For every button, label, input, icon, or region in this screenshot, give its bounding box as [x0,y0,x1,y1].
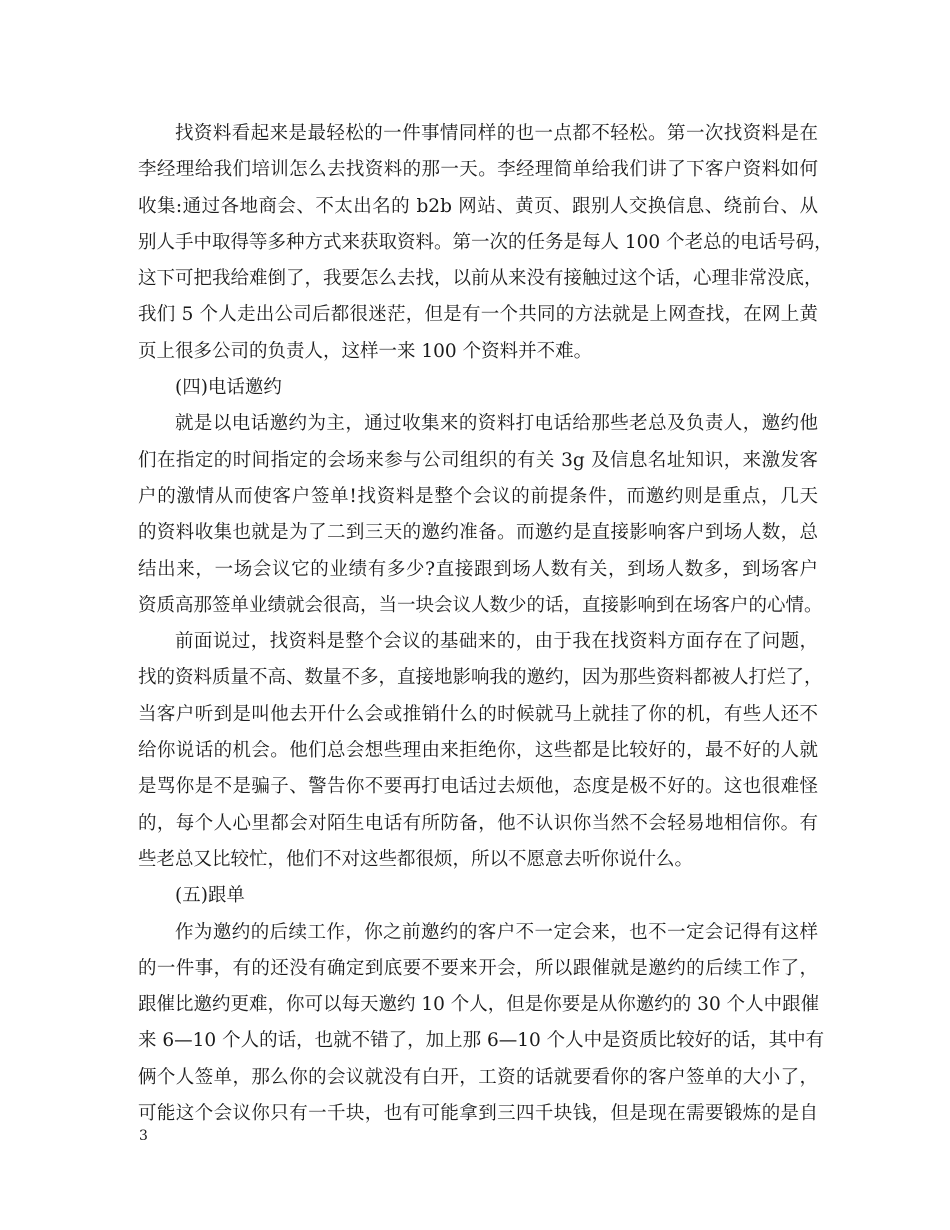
paragraph-line: 找的资料质量不高、数量不多，直接地影响我的邀约，因为那些资料都被人打烂了， [138,667,823,689]
paragraph-line: 资质高那签单业绩就会很高，当一块会议人数少的话，直接影响到在场客户的心情。 [138,594,823,616]
paragraph-line: 户的激情从而使客户签单!找资料是整个会议的前提条件，而邀约则是重点，几天 [138,485,818,507]
section-heading: (四)电话邀约 [175,377,282,399]
paragraph-line: 是骂你是不是骗子、警告你不要再打电话过去烦他，态度是极不好的。这也很难怪 [138,776,818,798]
paragraph-line: 前面说过，找资料是整个会议的基础来的，由于我在找资料方面存在了问题， [175,631,818,653]
paragraph-line: 们在指定的时间指定的会场来参与公司组织的有关 3g 及信息名址知识，来激发客 [138,449,818,471]
paragraph-line: 来 6—10 个人的话，也就不错了，加上那 6—10 个人中是资质比较好的话，其中有 [138,1030,825,1052]
paragraph-line: 这下可把我给难倒了，我要怎么去找，以前从来没有接触过这个话，心理非常没底， [138,268,823,290]
paragraph-line: 的一件事，有的还没有确定到底要不要来开会，所以跟催就是邀约的后续工作了， [138,957,818,979]
paragraph-line: 当客户听到是叫他去开什么会或推销什么的时候就马上就挂了你的机，有些人还不 [138,703,818,725]
paragraph-line: 些老总又比较忙，他们不对这些都很烦，所以不愿意去听你说什么。 [138,848,694,870]
section-heading: (五)跟单 [175,885,245,907]
page-number: 3 [139,1128,148,1144]
paragraph-line: 跟催比邀约更难，你可以每天邀约 10 个人，但是你要是从你邀约的 30 个人中跟催 [138,994,820,1016]
paragraph-line: 可能这个会议你只有一千块，也有可能拿到三四千块钱，但是现在需要锻炼的是自 [138,1103,818,1125]
paragraph-line: 作为邀约的后续工作，你之前邀约的客户不一定会来，也不一定会记得有这样 [175,921,818,943]
paragraph-line: 收集:通过各地商会、不太出名的 b2b 网站、黄页、跟别人交换信息、绕前台、从 [138,195,818,217]
paragraph-line: 给你说话的机会。他们总会想些理由来拒绝你，这些都是比较好的，最不好的人就 [138,740,818,762]
body-text [138,116,833,1132]
paragraph-line: 页上很多公司的负责人，这样一来 100 个资料并不难。 [138,340,593,362]
paragraph-line: 的资料收集也就是为了二到三天的邀约准备。而邀约是直接影响客户到场人数，总 [138,522,818,544]
paragraph-line: 的，每个人心里都会对陌生电话有所防备，他不认识你当然不会轻易地相信你。有 [138,812,818,834]
paragraph-line: 结出来，一场会议它的业绩有多少?直接跟到场人数有关，到场人数多，到场客户 [138,558,818,580]
paragraph-line: 李经理给我们培训怎么去找资料的那一天。李经理简单给我们讲了下客户资料如何 [138,159,818,181]
paragraph-line: 俩个人签单，那么你的会议就没有白开，工资的话就要看你的客户签单的大小了， [138,1066,818,1088]
paragraph-line: 就是以电话邀约为主，通过收集来的资料打电话给那些老总及负责人，邀约他 [175,413,818,435]
paragraph-line: 我们 5 个人走出公司后都很迷茫，但是有一个共同的方法就是上网查找，在网上黄 [138,304,818,326]
paragraph-line: 别人手中取得等多种方式来获取资料。第一次的任务是每人 100 个老总的电话号码， [138,231,833,253]
paragraph-line: 找资料看起来是最轻松的一件事情同样的也一点都不轻松。第一次找资料是在 [175,123,818,144]
